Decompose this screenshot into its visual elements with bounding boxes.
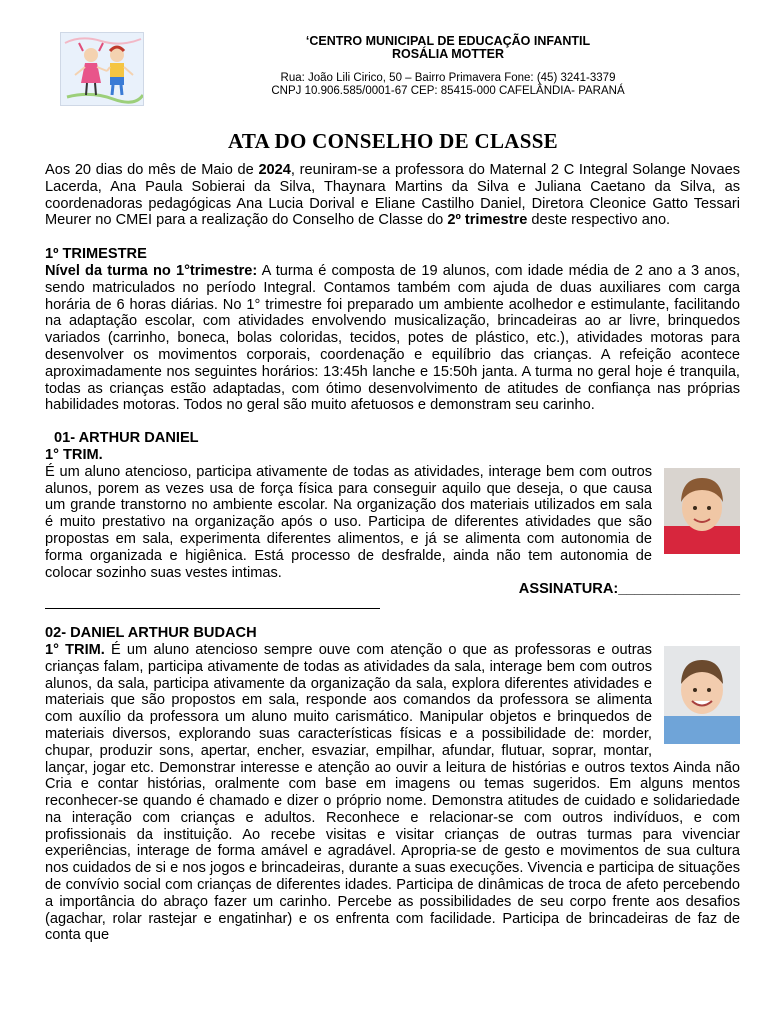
student-2-trim-label: 1° TRIM. xyxy=(45,641,105,658)
signature-field: ASSINATURA:_______________ xyxy=(518,581,740,598)
intro-text-3: deste respectivo ano. xyxy=(527,212,671,229)
class-level-text: A turma é composta de 19 alunos, com idade média de 2 ano a 3 anos, sendo matriculados no período Integral. Contamos também com ajuda de duas auxiliares com carga horária de 6 horas diárias. No 1° trimestre foi preparado um ambiente acolhedor e estimulante, facilitando na adaptação escolar, com atividades envolvendo musicalização, brincadeiras ao ar livre, brinquedos variados (carrinho, boneca, bolas coloridas, tecidos, potes de plástico, etc.), atividades motoras para desenvolver os movimentos corporais, coordenação e equilíbrio das crianças. A refeição acontece aproximadamente nos seguintes horários: 13:45h lanche e 15:50h janta. A turma no geral hoje é tranquila, todas as crianças estão adaptadas, com ótimo desenvolvimento de atitudes de confiança nas próprias habilidades motoras. Todos no geral são muito afetuosos e demonstram seu carinho. xyxy=(45,262,740,414)
school-name-line1: ‘CENTRO MUNICIPAL DE EDUCAÇÃO INFANTIL xyxy=(305,34,591,48)
student-2-photo xyxy=(664,646,740,744)
student-1-trim-label: 1° TRIM. xyxy=(45,446,103,463)
document-body xyxy=(45,162,740,944)
signature-line xyxy=(45,598,380,609)
intro-year: 2024 xyxy=(258,162,291,178)
intro-text-2: , reuniram-se a professora do Maternal 2 C Integral Solange Novaes Lacerda, Ana Paula Sobierai da Silva, Thaynara Martins da Silva e Juliana Caetano da Silva, as coordenadoras pedagógicas Ana Lucia Dorival e Eliane Castilho Daniel, Diretora Cleonice Gatto Tessari Meurer no CMEI para a realização do Conselho de Classe do xyxy=(45,162,740,229)
school-name-line2: ROSÁLIA MOTTER xyxy=(391,47,505,61)
school-address xyxy=(200,72,696,98)
trimester-heading: 1º TRIMESTRE xyxy=(45,246,147,263)
student-1-photo xyxy=(664,468,740,554)
student-2-heading: 02- DANIEL ARTHUR BUDACH xyxy=(45,625,257,642)
student-2-text: É um aluno atencioso sempre ouve com atenção o que as professoras e outras crianças falam, participa ativamente de todas as atividades da sala, interage bem com outros alunos, da sala, participa ativamente da organização da sala, explora diferentes atividades e materiais que são propostos em sala, responde aos comandos da professora se alimenta com auxílio da professora um aluno muito carismático. Manipular objetos e brinquedos de materiais diversos, explorando suas características físicas e a possibilidade de: morder, chupar, produzir sons, apertar, encher, esvaziar, empilhar, afundar, flutuar, soprar, montar, lançar, jogar etc. Demonstrar interesse e atenção ao ouvir a leitura de histórias e outros textos Ainda não Cria e contar histórias, oralmente com base em imagens ou temas sugeridos. Em alguns mentos reconhecer-se quando é chamado e dizer o próprio nome. Demonstra atitudes de cuidado e solidariedade na interação com crianças e adultos. Reconhece e relacionar-se com outros indivíduos, e com profissionais da instituição. Ao recebe visitas e visitar crianças de outras turmas para vivenciar experiências, interage de forma amável e agradável. Apropria-se de gesto e movimentos de sua cultura nos cuidados de si e nos jogos e brincadeiras, durante a suas execuções. Vivencia e participa de situações de convívio social com crianças de diferentes idades. Participa de dinâmicas de troca de afeto percebendo a importância do abraço fazer um carinho. Percebe as possibilidades de seu corpo frente aos desafios (agachar, rolar rastejar e engatinhar) e os enfrenta com facilidade. Participa de brincadeiras de faz de conta que xyxy=(45,641,740,944)
address-line: Rua: João Lili Cirico, 50 – Bairro Primavera Fone: (45) 3241-3379 xyxy=(280,72,616,84)
intro-text-1: Aos 20 dias do mês de Maio de xyxy=(45,162,259,178)
school-name xyxy=(200,35,696,61)
document-title: ATA DO CONSELHO DE CLASSE xyxy=(228,129,558,153)
class-level-label: Nível da turma no 1°trimestre: xyxy=(45,262,258,279)
school-logo xyxy=(60,32,144,106)
class-level-paragraph xyxy=(45,263,740,414)
intro-paragraph xyxy=(45,162,740,229)
student-1-evaluation: É um aluno atencioso, participa ativamente de todas as atividades, interage bem com outros alunos, porem as vezes usa de força física para conseguir aquilo que deseja, o que causa um grande transtorno no ambiente escolar. Na organização dos materiais utilizados em sala é muito prestativo na organização após o uso. Participa de diferentes atividades que são propostas em sala, experimenta diferentes alimentos, e já se alimenta com autonomia de forma organizada e higiênica. Está processo de desfralde, ainda não tem autonomia de colocar sozinho suas vestes intimas. xyxy=(45,463,652,581)
intro-trimester: 2º trimestre xyxy=(447,212,528,229)
student-2-evaluation xyxy=(45,642,740,944)
cnpj-line: CNPJ 10.906.585/0001-67 CEP: 85415-000 CAFELÂNDIA- PARANÁ xyxy=(271,85,625,97)
student-1-heading: 01- ARTHUR DANIEL xyxy=(54,430,199,447)
